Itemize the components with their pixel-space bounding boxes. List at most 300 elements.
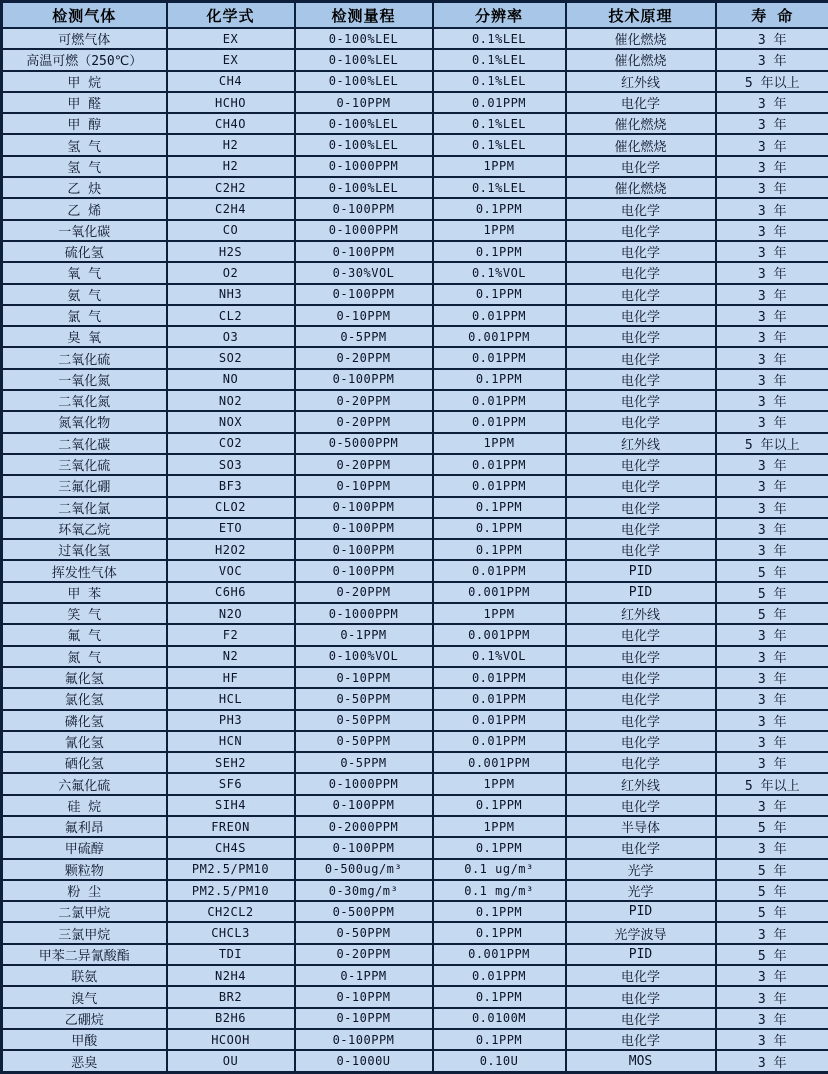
cell-lifespan: 5 年 [716, 944, 828, 965]
cell-principle: 光学 [566, 859, 716, 880]
cell-formula: HCN [167, 731, 295, 752]
cell-lifespan: 3 年 [716, 667, 828, 688]
cell-formula: N2H4 [167, 965, 295, 986]
table-row [2, 326, 828, 347]
cell-range: 0-1000U [295, 1050, 433, 1072]
cell-gas: 氮氧化物 [2, 411, 167, 432]
cell-gas: 一氧化氮 [2, 369, 167, 390]
cell-range: 0-10PPM [295, 667, 433, 688]
cell-principle: 催化燃烧 [566, 49, 716, 70]
cell-range: 0-100%LEL [295, 71, 433, 92]
cell-range: 0-100PPM [295, 497, 433, 518]
cell-lifespan: 3 年 [716, 49, 828, 70]
cell-resolution: 0.01PPM [433, 92, 566, 113]
cell-lifespan: 5 年 [716, 859, 828, 880]
cell-principle: 电化学 [566, 795, 716, 816]
cell-range: 0-5PPM [295, 752, 433, 773]
table-row [2, 624, 828, 645]
cell-gas: 二氧化氮 [2, 390, 167, 411]
cell-lifespan: 3 年 [716, 731, 828, 752]
table-header [2, 2, 828, 29]
cell-range: 0-20PPM [295, 454, 433, 475]
cell-resolution: 0.1%VOL [433, 646, 566, 667]
cell-range: 0-2000PPM [295, 816, 433, 837]
table-row [2, 710, 828, 731]
cell-gas: 粉 尘 [2, 880, 167, 901]
cell-formula: CO [167, 220, 295, 241]
cell-gas: 乙 烯 [2, 198, 167, 219]
cell-lifespan: 3 年 [716, 390, 828, 411]
cell-range: 0-20PPM [295, 582, 433, 603]
column-header-resolution: 分辨率 [433, 2, 566, 29]
cell-formula: C2H4 [167, 198, 295, 219]
cell-lifespan: 3 年 [716, 326, 828, 347]
cell-lifespan: 3 年 [716, 305, 828, 326]
cell-resolution: 0.01PPM [433, 731, 566, 752]
cell-principle: 电化学 [566, 710, 716, 731]
cell-principle: MOS [566, 1050, 716, 1072]
cell-formula: SIH4 [167, 795, 295, 816]
table-row [2, 944, 828, 965]
cell-lifespan: 5 年 [716, 880, 828, 901]
cell-principle: 电化学 [566, 92, 716, 113]
cell-formula: CH4 [167, 71, 295, 92]
cell-gas: 氰化氢 [2, 731, 167, 752]
table-row [2, 497, 828, 518]
cell-resolution: 0.1PPM [433, 198, 566, 219]
table-row [2, 965, 828, 986]
cell-formula: CLO2 [167, 497, 295, 518]
cell-resolution: 0.001PPM [433, 624, 566, 645]
cell-formula: O3 [167, 326, 295, 347]
cell-gas: 二氧化硫 [2, 347, 167, 368]
cell-range: 0-100%LEL [295, 28, 433, 49]
cell-range: 0-10PPM [295, 305, 433, 326]
cell-resolution: 0.001PPM [433, 752, 566, 773]
cell-principle: PID [566, 944, 716, 965]
cell-lifespan: 3 年 [716, 965, 828, 986]
cell-formula: HCOOH [167, 1029, 295, 1050]
cell-principle: 电化学 [566, 518, 716, 539]
cell-range: 0-50PPM [295, 688, 433, 709]
table-row [2, 986, 828, 1007]
cell-lifespan: 3 年 [716, 518, 828, 539]
cell-range: 0-20PPM [295, 411, 433, 432]
cell-range: 0-1000PPM [295, 220, 433, 241]
cell-lifespan: 3 年 [716, 1008, 828, 1029]
cell-resolution: 0.1%LEL [433, 113, 566, 134]
cell-range: 0-100PPM [295, 518, 433, 539]
cell-range: 0-100PPM [295, 369, 433, 390]
cell-formula: NO [167, 369, 295, 390]
table-row [2, 113, 828, 134]
cell-lifespan: 3 年 [716, 922, 828, 943]
cell-range: 0-10PPM [295, 1008, 433, 1029]
cell-resolution: 1PPM [433, 773, 566, 794]
cell-principle: 催化燃烧 [566, 28, 716, 49]
cell-resolution: 0.01PPM [433, 454, 566, 475]
cell-range: 0-1000PPM [295, 603, 433, 624]
cell-gas: 氢 气 [2, 134, 167, 155]
cell-gas: 高温可燃（250℃） [2, 49, 167, 70]
cell-range: 0-1000PPM [295, 156, 433, 177]
cell-principle: 红外线 [566, 71, 716, 92]
cell-lifespan: 3 年 [716, 92, 828, 113]
cell-lifespan: 3 年 [716, 1050, 828, 1072]
cell-lifespan: 3 年 [716, 539, 828, 560]
cell-resolution: 0.1PPM [433, 795, 566, 816]
cell-resolution: 0.1%LEL [433, 134, 566, 155]
table-row [2, 731, 828, 752]
cell-formula: BF3 [167, 475, 295, 496]
cell-resolution: 1PPM [433, 603, 566, 624]
cell-principle: 电化学 [566, 667, 716, 688]
column-header-lifespan: 寿 命 [716, 2, 828, 29]
cell-lifespan: 3 年 [716, 688, 828, 709]
cell-range: 0-50PPM [295, 710, 433, 731]
cell-gas: 颗粒物 [2, 859, 167, 880]
cell-formula: O2 [167, 262, 295, 283]
cell-formula: PH3 [167, 710, 295, 731]
table-row [2, 646, 828, 667]
table-row [2, 1050, 828, 1072]
table-body [2, 28, 828, 1073]
cell-lifespan: 3 年 [716, 986, 828, 1007]
cell-principle: 红外线 [566, 603, 716, 624]
table-row [2, 49, 828, 70]
cell-resolution: 0.01PPM [433, 390, 566, 411]
cell-gas: 磷化氢 [2, 710, 167, 731]
cell-formula: OU [167, 1050, 295, 1072]
cell-range: 0-50PPM [295, 922, 433, 943]
cell-resolution: 0.01PPM [433, 965, 566, 986]
cell-range: 0-5PPM [295, 326, 433, 347]
cell-resolution: 0.1%LEL [433, 49, 566, 70]
cell-lifespan: 3 年 [716, 241, 828, 262]
table-row [2, 475, 828, 496]
table-row [2, 518, 828, 539]
cell-resolution: 1PPM [433, 156, 566, 177]
table-row [2, 369, 828, 390]
cell-resolution: 0.1PPM [433, 518, 566, 539]
cell-lifespan: 3 年 [716, 752, 828, 773]
cell-gas: 氟利昂 [2, 816, 167, 837]
table-row [2, 390, 828, 411]
cell-range: 0-1000PPM [295, 773, 433, 794]
table-row [2, 1029, 828, 1050]
cell-formula: CHCL3 [167, 922, 295, 943]
cell-resolution: 0.1PPM [433, 497, 566, 518]
cell-resolution: 0.10U [433, 1050, 566, 1072]
cell-gas: 环氧乙烷 [2, 518, 167, 539]
cell-range: 0-20PPM [295, 347, 433, 368]
cell-gas: 氯化氢 [2, 688, 167, 709]
cell-gas: 氯 气 [2, 305, 167, 326]
table-row [2, 305, 828, 326]
cell-principle: 电化学 [566, 1029, 716, 1050]
cell-range: 0-100%LEL [295, 113, 433, 134]
table-row [2, 71, 828, 92]
cell-lifespan: 5 年 [716, 582, 828, 603]
cell-principle: 光学波导 [566, 922, 716, 943]
cell-range: 0-20PPM [295, 944, 433, 965]
cell-principle: 电化学 [566, 1008, 716, 1029]
cell-principle: 电化学 [566, 688, 716, 709]
cell-resolution: 0.0100M [433, 1008, 566, 1029]
cell-principle: 红外线 [566, 433, 716, 454]
cell-gas: 臭 氧 [2, 326, 167, 347]
cell-gas: 二氧化碳 [2, 433, 167, 454]
cell-principle: 电化学 [566, 305, 716, 326]
cell-lifespan: 3 年 [716, 837, 828, 858]
cell-principle: 电化学 [566, 646, 716, 667]
cell-resolution: 0.1PPM [433, 837, 566, 858]
cell-gas: 乙 炔 [2, 177, 167, 198]
cell-lifespan: 3 年 [716, 624, 828, 645]
table-row [2, 92, 828, 113]
cell-principle: 半导体 [566, 816, 716, 837]
cell-principle: 电化学 [566, 965, 716, 986]
cell-lifespan: 3 年 [716, 134, 828, 155]
cell-resolution: 0.01PPM [433, 710, 566, 731]
cell-range: 0-500ug/m³ [295, 859, 433, 880]
cell-range: 0-500PPM [295, 901, 433, 922]
cell-principle: 催化燃烧 [566, 113, 716, 134]
cell-formula: H2S [167, 241, 295, 262]
cell-formula: CL2 [167, 305, 295, 326]
cell-formula: EX [167, 28, 295, 49]
cell-principle: 光学 [566, 880, 716, 901]
cell-resolution: 1PPM [433, 816, 566, 837]
table-row [2, 284, 828, 305]
table-row [2, 922, 828, 943]
cell-formula: CH2CL2 [167, 901, 295, 922]
cell-resolution: 0.1%LEL [433, 71, 566, 92]
cell-lifespan: 3 年 [716, 220, 828, 241]
cell-formula: H2 [167, 156, 295, 177]
cell-range: 0-100PPM [295, 241, 433, 262]
table-row [2, 603, 828, 624]
cell-formula: F2 [167, 624, 295, 645]
cell-principle: 电化学 [566, 284, 716, 305]
cell-lifespan: 5 年 [716, 901, 828, 922]
column-header-range: 检测量程 [295, 2, 433, 29]
cell-range: 0-100%LEL [295, 134, 433, 155]
cell-gas: 氟化氢 [2, 667, 167, 688]
cell-formula: NO2 [167, 390, 295, 411]
cell-range: 0-10PPM [295, 92, 433, 113]
cell-gas: 联氨 [2, 965, 167, 986]
cell-lifespan: 5 年以上 [716, 433, 828, 454]
cell-formula: CH4O [167, 113, 295, 134]
cell-resolution: 0.01PPM [433, 688, 566, 709]
table-row [2, 582, 828, 603]
cell-range: 0-100%LEL [295, 177, 433, 198]
column-header-gas: 检测气体 [2, 2, 167, 29]
table-row [2, 667, 828, 688]
cell-lifespan: 5 年 [716, 603, 828, 624]
cell-resolution: 0.001PPM [433, 582, 566, 603]
cell-range: 0-100PPM [295, 198, 433, 219]
cell-range: 0-100PPM [295, 560, 433, 581]
cell-lifespan: 3 年 [716, 795, 828, 816]
table-row [2, 134, 828, 155]
table-row [2, 539, 828, 560]
cell-range: 0-50PPM [295, 731, 433, 752]
cell-resolution: 0.1PPM [433, 901, 566, 922]
cell-range: 0-100PPM [295, 837, 433, 858]
cell-gas: 氢 气 [2, 156, 167, 177]
cell-gas: 氮 气 [2, 646, 167, 667]
column-header-formula: 化学式 [167, 2, 295, 29]
cell-gas: 三氯甲烷 [2, 922, 167, 943]
cell-range: 0-100%LEL [295, 49, 433, 70]
cell-principle: 电化学 [566, 475, 716, 496]
cell-resolution: 0.01PPM [433, 560, 566, 581]
cell-lifespan: 5 年以上 [716, 773, 828, 794]
cell-gas: 甲 苯 [2, 582, 167, 603]
cell-formula: CH4S [167, 837, 295, 858]
table-row [2, 454, 828, 475]
cell-resolution: 0.01PPM [433, 667, 566, 688]
cell-principle: 电化学 [566, 731, 716, 752]
column-header-principle: 技术原理 [566, 2, 716, 29]
cell-principle: 电化学 [566, 497, 716, 518]
cell-formula: TDI [167, 944, 295, 965]
table-row [2, 433, 828, 454]
cell-lifespan: 3 年 [716, 646, 828, 667]
cell-principle: 电化学 [566, 752, 716, 773]
cell-principle: 电化学 [566, 454, 716, 475]
cell-formula: HF [167, 667, 295, 688]
table-row [2, 177, 828, 198]
cell-principle: 电化学 [566, 347, 716, 368]
cell-gas: 甲 醇 [2, 113, 167, 134]
cell-principle: 电化学 [566, 220, 716, 241]
table-row [2, 837, 828, 858]
cell-formula: EX [167, 49, 295, 70]
cell-formula: NH3 [167, 284, 295, 305]
cell-principle: 红外线 [566, 773, 716, 794]
cell-range: 0-20PPM [295, 390, 433, 411]
cell-principle: PID [566, 582, 716, 603]
cell-resolution: 0.1%LEL [433, 177, 566, 198]
cell-resolution: 0.1 ug/m³ [433, 859, 566, 880]
cell-lifespan: 3 年 [716, 1029, 828, 1050]
cell-principle: 电化学 [566, 241, 716, 262]
table-row [2, 347, 828, 368]
cell-gas: 二氯甲烷 [2, 901, 167, 922]
cell-lifespan: 3 年 [716, 156, 828, 177]
cell-formula: HCHO [167, 92, 295, 113]
cell-principle: 电化学 [566, 326, 716, 347]
cell-formula: C6H6 [167, 582, 295, 603]
cell-range: 0-100PPM [295, 284, 433, 305]
cell-gas: 甲苯二异氰酸酯 [2, 944, 167, 965]
cell-lifespan: 3 年 [716, 262, 828, 283]
cell-resolution: 0.1%LEL [433, 28, 566, 49]
cell-formula: BR2 [167, 986, 295, 1007]
cell-gas: 三氧化硫 [2, 454, 167, 475]
cell-range: 0-1PPM [295, 965, 433, 986]
cell-principle: 电化学 [566, 539, 716, 560]
table-row [2, 752, 828, 773]
cell-gas: 甲 烷 [2, 71, 167, 92]
table-row [2, 198, 828, 219]
cell-gas: 乙硼烷 [2, 1008, 167, 1029]
cell-range: 0-10PPM [295, 986, 433, 1007]
cell-principle: 电化学 [566, 411, 716, 432]
cell-range: 0-100PPM [295, 1029, 433, 1050]
cell-lifespan: 5 年以上 [716, 71, 828, 92]
cell-gas: 六氟化硫 [2, 773, 167, 794]
cell-formula: SF6 [167, 773, 295, 794]
cell-range: 0-10PPM [295, 475, 433, 496]
cell-gas: 甲 醛 [2, 92, 167, 113]
cell-gas: 一氧化碳 [2, 220, 167, 241]
cell-resolution: 0.001PPM [433, 326, 566, 347]
cell-lifespan: 3 年 [716, 369, 828, 390]
cell-principle: PID [566, 560, 716, 581]
cell-resolution: 0.1PPM [433, 1029, 566, 1050]
cell-gas: 硫化氢 [2, 241, 167, 262]
cell-formula: NOX [167, 411, 295, 432]
cell-lifespan: 3 年 [716, 113, 828, 134]
cell-resolution: 0.1PPM [433, 241, 566, 262]
cell-resolution: 0.1PPM [433, 922, 566, 943]
table-row [2, 411, 828, 432]
cell-formula: N2O [167, 603, 295, 624]
table-row [2, 816, 828, 837]
cell-resolution: 1PPM [433, 433, 566, 454]
table-row [2, 901, 828, 922]
cell-lifespan: 3 年 [716, 475, 828, 496]
cell-lifespan: 5 年 [716, 816, 828, 837]
cell-range: 0-5000PPM [295, 433, 433, 454]
cell-principle: 电化学 [566, 624, 716, 645]
cell-formula: B2H6 [167, 1008, 295, 1029]
cell-range: 0-100PPM [295, 795, 433, 816]
table-row [2, 1008, 828, 1029]
cell-gas: 甲硫醇 [2, 837, 167, 858]
cell-gas: 二氧化氯 [2, 497, 167, 518]
cell-range: 0-1PPM [295, 624, 433, 645]
cell-resolution: 0.01PPM [433, 475, 566, 496]
cell-resolution: 0.1PPM [433, 539, 566, 560]
cell-gas: 恶臭 [2, 1050, 167, 1072]
cell-formula: C2H2 [167, 177, 295, 198]
cell-lifespan: 3 年 [716, 411, 828, 432]
cell-formula: SO3 [167, 454, 295, 475]
cell-lifespan: 3 年 [716, 198, 828, 219]
cell-gas: 氧 气 [2, 262, 167, 283]
cell-gas: 氨 气 [2, 284, 167, 305]
table-row [2, 220, 828, 241]
cell-resolution: 0.001PPM [433, 944, 566, 965]
cell-resolution: 0.1PPM [433, 369, 566, 390]
cell-principle: 催化燃烧 [566, 177, 716, 198]
table-row [2, 880, 828, 901]
cell-resolution: 1PPM [433, 220, 566, 241]
cell-formula: PM2.5/PM10 [167, 859, 295, 880]
table-row [2, 262, 828, 283]
cell-principle: 电化学 [566, 986, 716, 1007]
cell-range: 0-100%VOL [295, 646, 433, 667]
cell-gas: 三氟化硼 [2, 475, 167, 496]
cell-resolution: 0.01PPM [433, 411, 566, 432]
cell-lifespan: 3 年 [716, 347, 828, 368]
cell-formula: PM2.5/PM10 [167, 880, 295, 901]
